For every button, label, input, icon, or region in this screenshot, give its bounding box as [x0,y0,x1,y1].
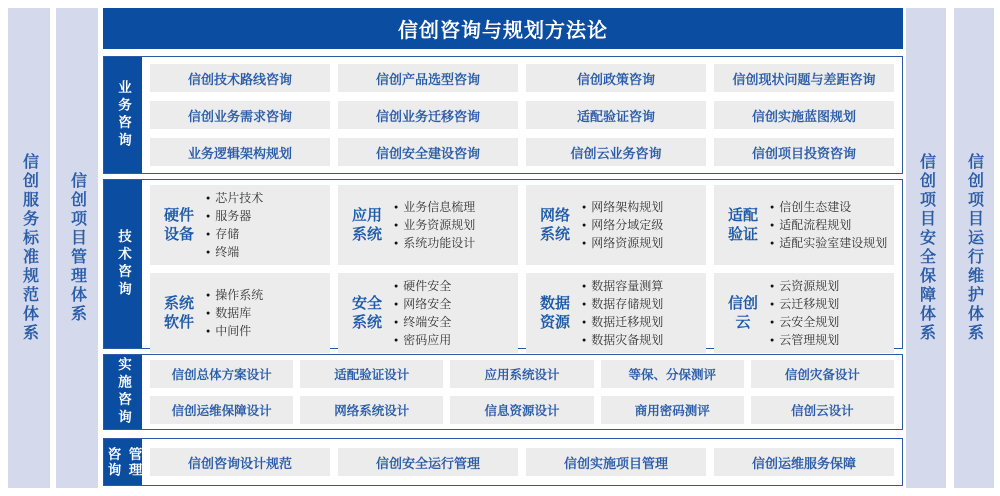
business-items-grid [142,57,902,173]
tech-bullet: ● 中间件 [206,322,263,340]
business-item: 信创项目投资咨询 [714,138,894,166]
impl-item: 商用密码测评 [601,396,744,424]
main-content [103,8,903,486]
business-item: 信创实施蓝图规划 [714,101,894,129]
impl-item: 信创总体方案设计 [150,360,293,388]
business-item: 业务逻辑架构规划 [150,138,330,166]
impl-item: 等保、分保测评 [601,360,744,388]
pillar-project-management [56,8,98,488]
mgmt-item: 信创安全运行管理 [338,448,518,476]
tech-bullet: ● 数据存储规划 [582,295,663,313]
business-item: 信创技术路线咨询 [150,64,330,92]
tech-card-security: 安全系统 ● 硬件安全 ● 网络安全 ● 终端安全 ● 密码应用 [338,273,518,353]
tech-bullet: ● 云迁移规划 [770,295,839,313]
pillar-security-assurance [906,8,946,488]
section-label-business: 业务咨询 [104,57,142,173]
pillar-service-standards [8,8,50,488]
tech-bullet: ● 芯片技术 [206,189,263,207]
tech-card-xinchuang-cloud: 信创云 ● 云资源规划 ● 云迁移规划 ● 云安全规划 ● 云管理规划 [714,273,894,353]
section-business-consulting [103,56,903,174]
tech-bullet: ● 适配流程规划 [770,216,887,234]
tech-bullet: ● 服务器 [206,207,263,225]
section-label-impl: 实施咨询 [104,355,142,429]
impl-item: 信创云设计 [751,396,894,424]
impl-item: 适配验证设计 [300,360,443,388]
tech-bullet: ● 云管理规划 [770,331,839,349]
impl-items-grid [142,355,902,429]
tech-bullet: ● 业务信息梳理 [394,198,475,216]
tech-bullet: ● 终端安全 [394,313,451,331]
tech-bullet: ● 存储 [206,225,263,243]
tech-bullet: ● 网络安全 [394,295,451,313]
tech-bullet: ● 网络架构规划 [582,198,663,216]
mgmt-items-grid [142,439,902,485]
tech-bullet: ● 云资源规划 [770,277,839,295]
tech-bullet: ● 密码应用 [394,331,451,349]
tech-card-data-resources: 数据资源 ● 数据容量测算 ● 数据存储规划 ● 数据迁移规划 ● 数据灾备规划 [526,273,706,353]
tech-bullet: ● 数据灾备规划 [582,331,663,349]
business-item: 信创业务迁移咨询 [338,101,518,129]
business-item: 信创产品选型咨询 [338,64,518,92]
tech-bullet: ● 数据容量测算 [582,277,663,295]
pillar-label: 信创项目运行维护体系 [965,153,983,343]
tech-bullet: ● 数据库 [206,304,263,322]
business-item: 信创现状问题与差距咨询 [714,64,894,92]
pillar-label: 信创项目安全保障体系 [917,153,935,343]
section-consulting-management [103,438,903,486]
tech-bullet: ● 网络分域定级 [582,216,663,234]
impl-item: 网络系统设计 [300,396,443,424]
pillar-operation-maintenance [954,8,994,488]
mgmt-item: 信创运维服务保障 [714,448,894,476]
tech-bullet: ● 终端 [206,243,263,261]
impl-item: 应用系统设计 [450,360,593,388]
mgmt-item: 信创咨询设计规范 [150,448,330,476]
section-label-mgmt: 咨询 管理 [104,439,142,485]
tech-cards-grid [142,180,902,348]
tech-bullet: ● 业务资源规划 [394,216,475,234]
business-item: 适配验证咨询 [526,101,706,129]
diagram-title: 信创咨询与规划方法论 [398,20,608,42]
tech-card-system-software: 系统软件 ● 操作系统 ● 数据库 ● 中间件 [150,273,330,353]
pillar-label: 信创项目管理体系 [68,172,86,324]
impl-item: 信创运维保障设计 [150,396,293,424]
tech-bullet: ● 信创生态建设 [770,198,887,216]
pillar-label: 信创服务标准规范体系 [20,153,38,343]
business-item: 信创业务需求咨询 [150,101,330,129]
impl-item: 信创灾备设计 [751,360,894,388]
tech-card-network: 网络系统 ● 网络架构规划 ● 网络分域定级 ● 网络资源规划 [526,185,706,265]
business-item: 信创安全建设咨询 [338,138,518,166]
section-technical-consulting [103,179,903,349]
tech-card-adaptation: 适配验证 ● 信创生态建设 ● 适配流程规划 ● 适配实验室建设规划 [714,185,894,265]
business-item: 信创云业务咨询 [526,138,706,166]
section-implementation-consulting [103,354,903,430]
tech-card-application: 应用系统 ● 业务信息梳理 ● 业务资源规划 ● 系统功能设计 [338,185,518,265]
tech-bullet: ● 云安全规划 [770,313,839,331]
tech-bullet: ● 数据迁移规划 [582,313,663,331]
impl-item: 信息资源设计 [450,396,593,424]
mgmt-item: 信创实施项目管理 [526,448,706,476]
tech-bullet: ● 网络资源规划 [582,234,663,252]
diagram-header [103,8,903,49]
business-item: 信创政策咨询 [526,64,706,92]
tech-bullet: ● 适配实验室建设规划 [770,234,887,252]
tech-card-hardware: 硬件设备 ● 芯片技术 ● 服务器 ● 存储 ● 终端 [150,185,330,265]
tech-bullet: ● 操作系统 [206,286,263,304]
tech-bullet: ● 硬件安全 [394,277,451,295]
section-label-tech: 技术咨询 [104,180,142,348]
tech-bullet: ● 系统功能设计 [394,234,475,252]
